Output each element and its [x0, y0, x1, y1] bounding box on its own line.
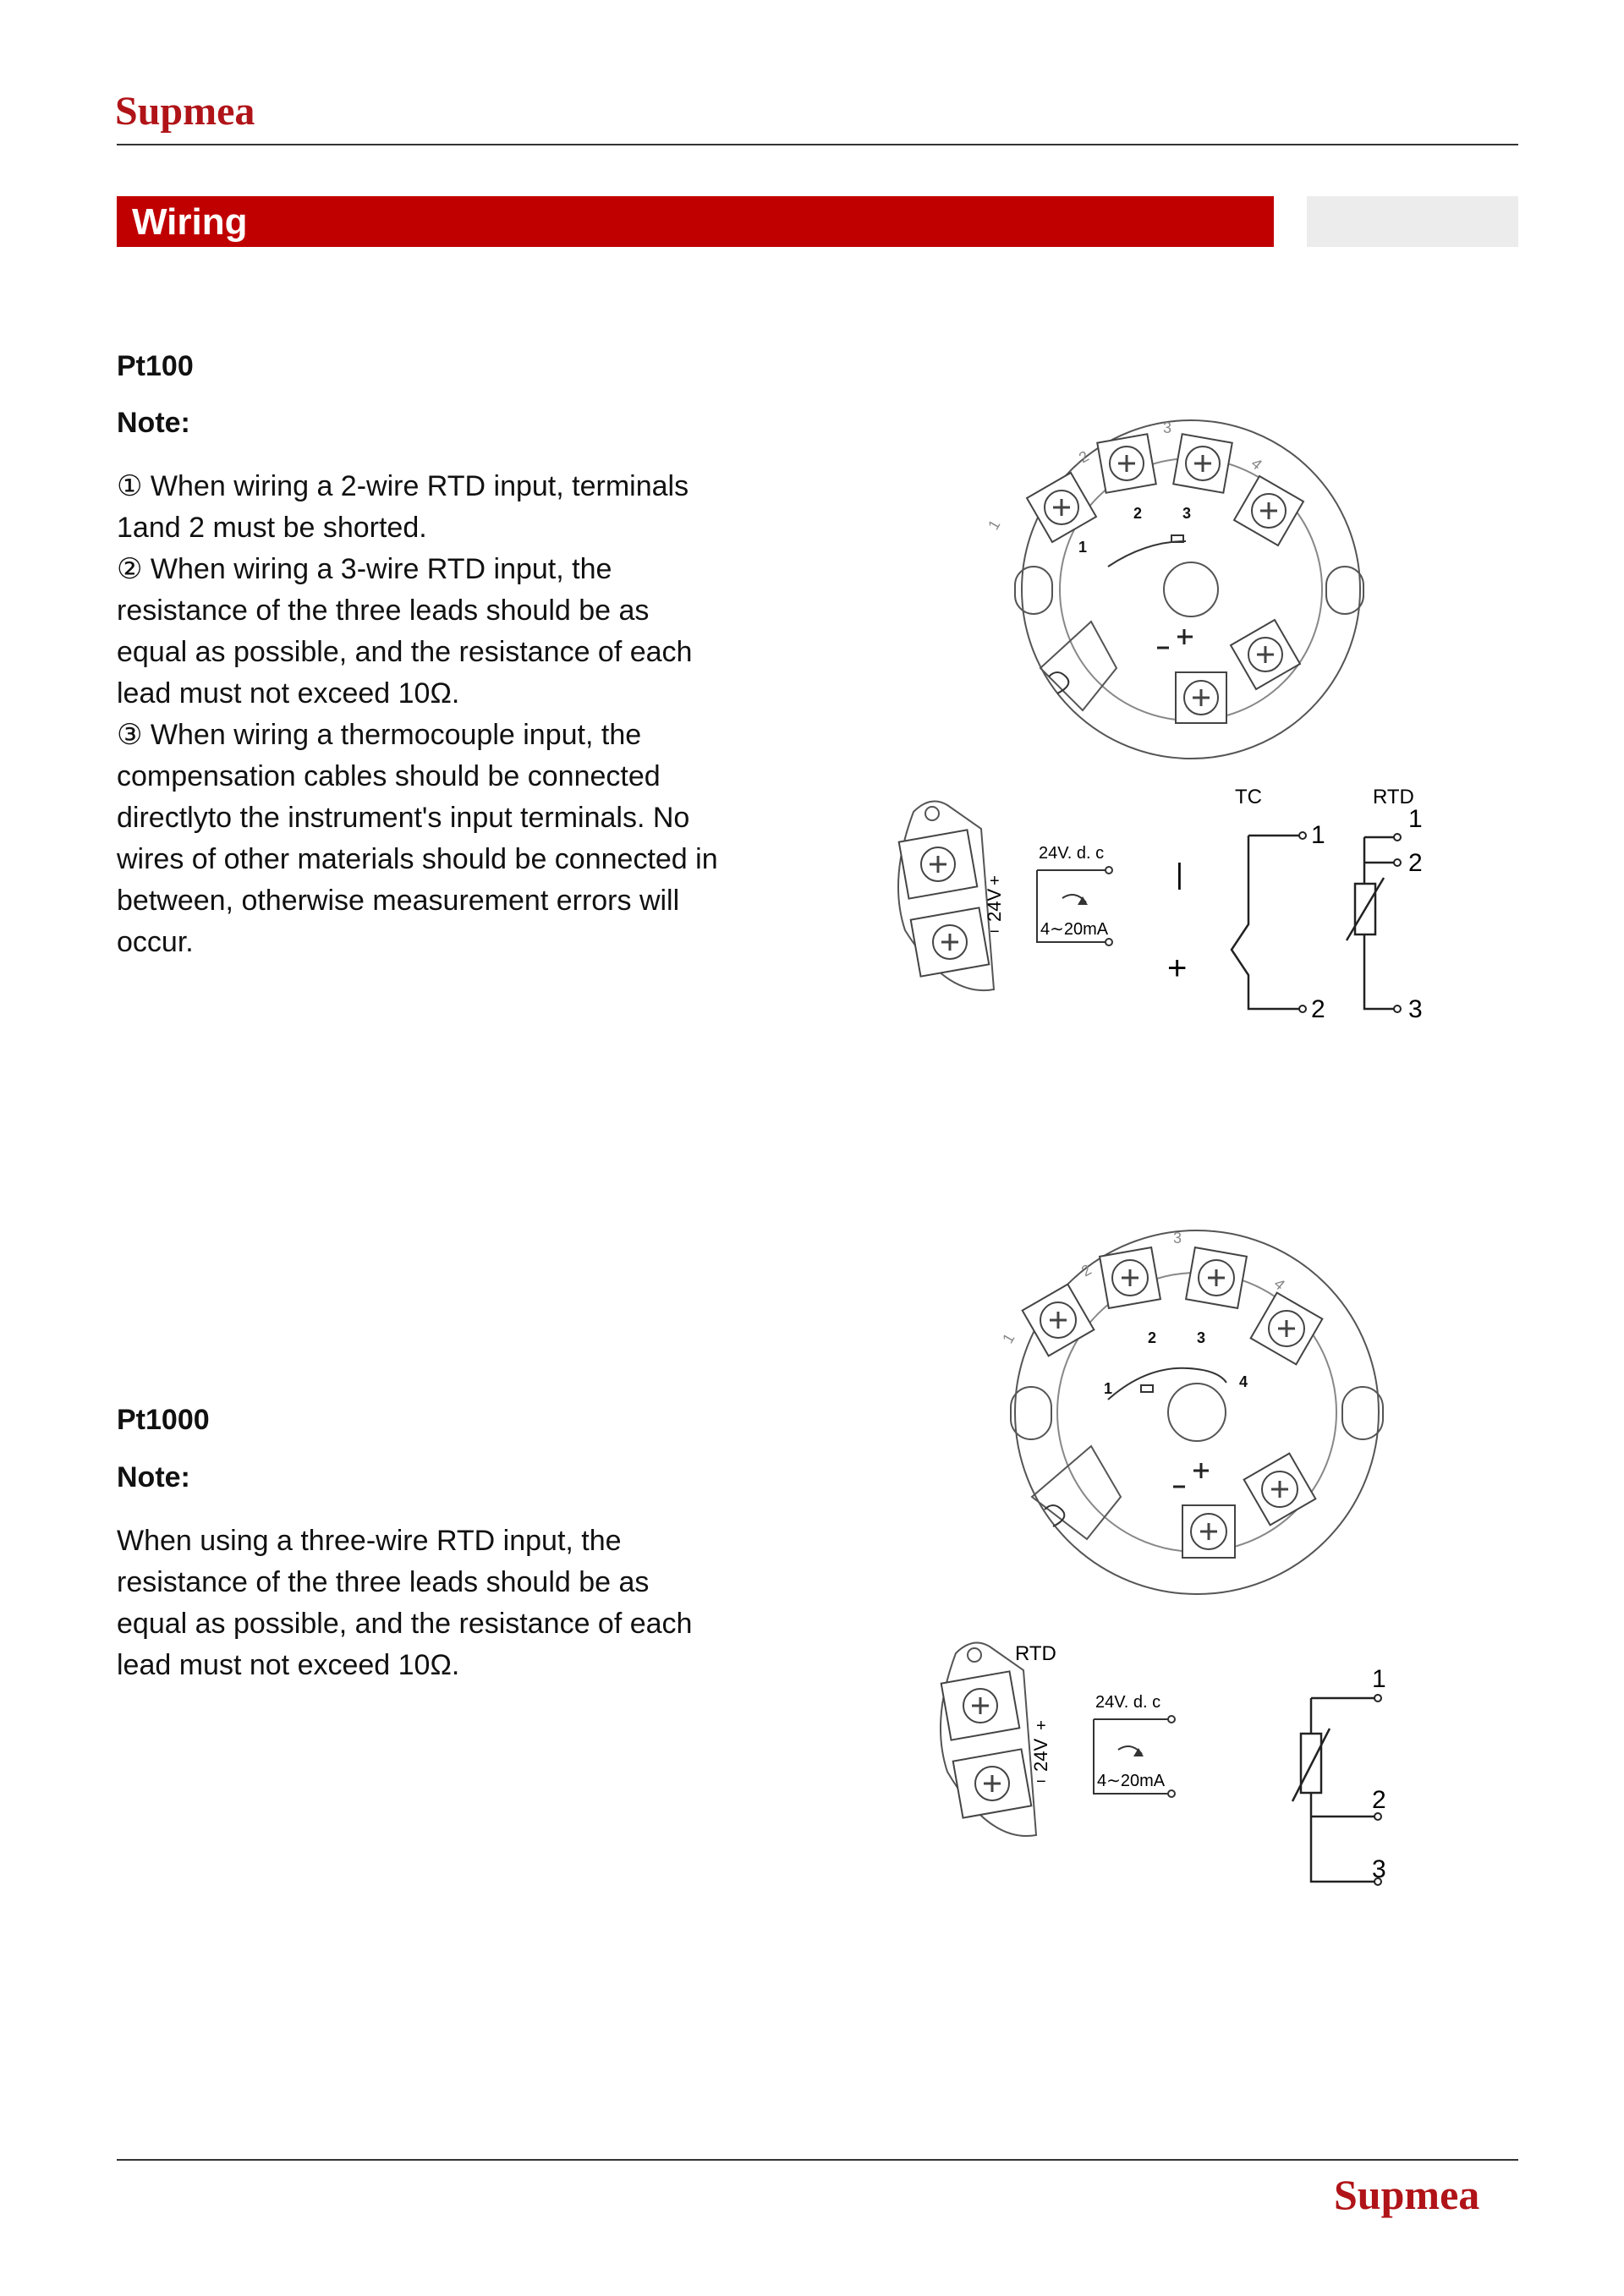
terminal-number: 3 [1163, 419, 1172, 436]
rtd-label: RTD [1373, 786, 1414, 808]
inner-number: 2 [1133, 505, 1143, 522]
note-line: resistance of the three leads should be as [117, 595, 650, 627]
rtd-terminal: 1 [1372, 1665, 1386, 1693]
pt1000-rtd-symbol [1286, 1666, 1438, 1894]
note-line: resistance of the three leads should be as [117, 1566, 650, 1598]
footer-brand-logo: Supmea [1334, 2171, 1480, 2218]
pt100-power-module [880, 795, 1133, 998]
terminal-number: 4 [1248, 454, 1265, 474]
supply-label: 24V. d. c [1039, 844, 1105, 863]
pt100-note-label: Note: [117, 407, 190, 439]
terminal-number: 2 [1076, 447, 1092, 467]
note-line: ② When wiring a 3-wire RTD input, the [117, 553, 612, 585]
note-line: ③ When wiring a thermocouple input, the [117, 719, 642, 751]
note-line: directlyto the instrument's input terminals. No [117, 802, 690, 834]
inner-number: 3 [1182, 505, 1192, 522]
footer-rule [117, 2159, 1518, 2161]
inner-number: 1 [1078, 539, 1088, 556]
section-title: Wiring [132, 201, 248, 243]
note-line: occur. [117, 926, 194, 958]
tc-polarity-minus: | [1176, 858, 1183, 890]
current-label: 4∼20mA [1097, 1772, 1166, 1790]
banner-side-block [1307, 196, 1518, 247]
note-line: equal as possible, and the resistance of each [117, 1608, 693, 1640]
pt100-heading: Pt100 [117, 350, 194, 382]
tc-label: TC [1235, 786, 1262, 808]
terminal-number: 1 [985, 517, 1004, 533]
terminal-number: 3 [1173, 1230, 1182, 1247]
pt1000-note-text [117, 1521, 760, 1686]
note-line: ① When wiring a 2-wire RTD input, terminals [117, 470, 689, 502]
note-line: lead must not exceed 10Ω. [117, 1649, 460, 1681]
inner-number: 2 [1148, 1329, 1157, 1346]
side-voltage-label: 24V [984, 888, 1005, 922]
pt1000-module-rtd-label: RTD [1015, 1642, 1056, 1665]
rtd-terminal: 1 [1408, 805, 1423, 833]
note-line: equal as possible, and the resistance of each [117, 636, 693, 668]
minus-sign: − [1036, 1773, 1046, 1791]
pt1000-note-label: Note: [117, 1461, 190, 1493]
tc-terminal: 1 [1311, 821, 1325, 849]
note-line: compensation cables should be connected [117, 760, 661, 792]
current-label: 4∼20mA [1040, 920, 1109, 939]
pt1000-heading: Pt1000 [117, 1404, 210, 1436]
inner-number: 1 [1104, 1380, 1113, 1397]
note-line: wires of other materials should be connected in [117, 843, 718, 875]
terminal-number: 4 [1270, 1274, 1288, 1294]
tc-terminal: 2 [1311, 995, 1325, 1023]
pt1000-transmitter-diagram [985, 1218, 1400, 1607]
note-line: When using a three-wire RTD input, the [117, 1525, 622, 1557]
plus-sign: + [990, 872, 1000, 890]
rtd-terminal: 2 [1372, 1786, 1386, 1814]
terminal-number: 1 [999, 1330, 1018, 1346]
tc-polarity-plus: + [1167, 950, 1188, 987]
inner-number: 4 [1239, 1373, 1248, 1390]
pt100-sensor-symbols [1150, 778, 1472, 1023]
pt1000-power-module [922, 1636, 1193, 1848]
pt100-note-text [117, 466, 760, 963]
note-line: 1and 2 must be shorted. [117, 512, 427, 544]
plus-sign: + [1036, 1717, 1046, 1735]
side-voltage-label: 24V [1030, 1738, 1051, 1772]
note-line: lead must not exceed 10Ω. [117, 677, 460, 710]
section-banner [117, 196, 1274, 247]
minus-sign: − [990, 923, 1000, 941]
rtd-terminal: 2 [1408, 849, 1423, 877]
supply-label: 24V. d. c [1095, 1693, 1161, 1712]
rtd-terminal: 3 [1408, 995, 1423, 1023]
header-rule [117, 144, 1518, 145]
rtd-terminal: 3 [1372, 1855, 1386, 1883]
inner-number: 3 [1197, 1329, 1206, 1346]
terminal-number: 2 [1078, 1261, 1095, 1280]
pt100-transmitter-diagram [985, 414, 1396, 770]
note-line: between, otherwise measurement errors will [117, 885, 680, 917]
brand-logo: Supmea [115, 89, 255, 134]
